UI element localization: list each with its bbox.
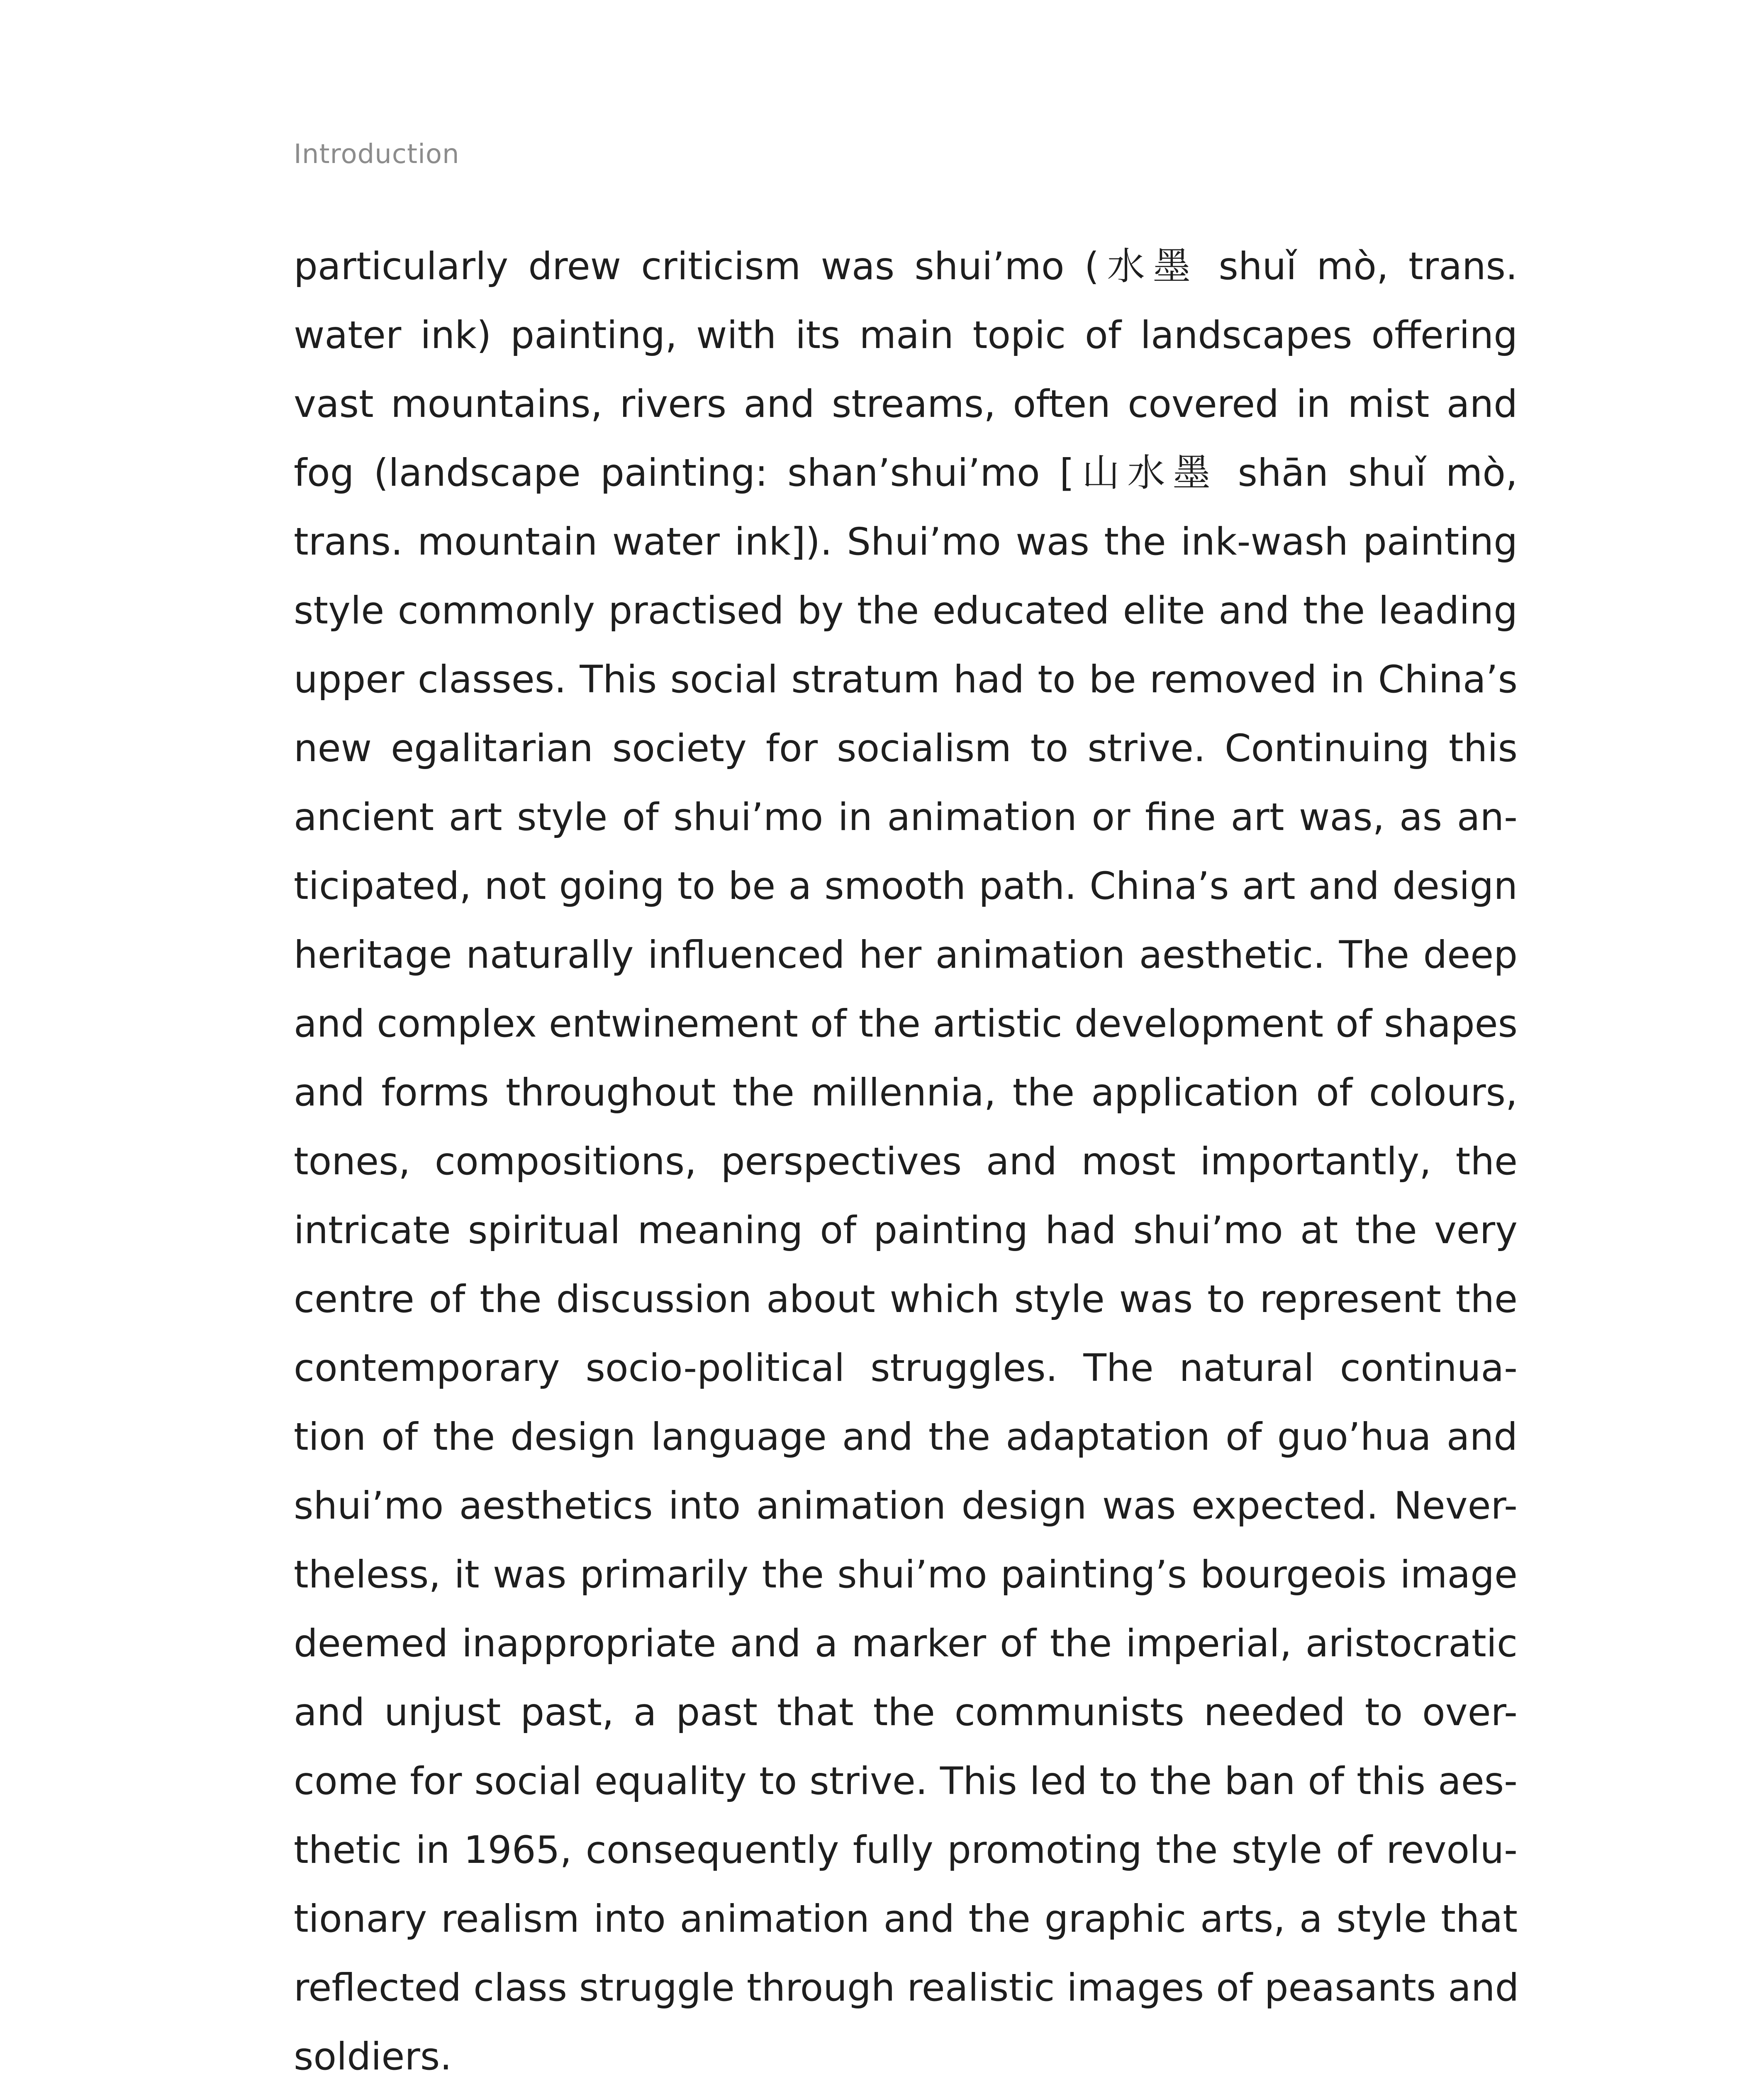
text-line: trans. mountain water ink]). Shui’mo was the ink-wash painting — [294, 520, 1518, 564]
text-line: tionary realism into animation and the graphic arts, a style that — [294, 1897, 1518, 1941]
text-line: tion of the design language and the adaptation of guo’hua and — [294, 1415, 1518, 1459]
text-line: ticipated, not going to be a smooth path. China’s art and design — [294, 864, 1518, 908]
text-line: shui’mo aesthetics into animation design was expected. Never- — [294, 1484, 1518, 1528]
running-head: Introduction — [294, 139, 460, 170]
text-line: and unjust past, a past that the communists needed to over- — [294, 1691, 1518, 1734]
text-line: thetic in 1965, consequently fully promoting the style of revolu- — [294, 1828, 1518, 1872]
text-line: particularly drew criticism was shui’mo (水墨 shuǐ mò, trans. — [294, 245, 1518, 288]
text-line: water ink) painting, with its main topic of landscapes offering — [294, 314, 1518, 357]
text-line: ancient art style of shui’mo in animation or fine art was, as an- — [294, 796, 1518, 839]
text-line: centre of the discussion about which style was to represent the — [294, 1278, 1518, 1321]
text-line: reflected class struggle through realistic images of peasants and — [294, 1966, 1519, 2010]
text-line: deemed inappropriate and a marker of the imperial, aristocratic — [294, 1622, 1518, 1665]
text-line: intricate spiritual meaning of painting had shui’mo at the very — [294, 1209, 1518, 1252]
body-paragraph — [294, 232, 1518, 2074]
text-line: tones, compositions, perspectives and most importantly, the — [294, 1140, 1518, 1183]
text-line: style commonly practised by the educated elite and the leading — [294, 589, 1518, 633]
text-line: upper classes. This social stratum had to be removed in China’s — [294, 658, 1518, 701]
text-line: and complex entwinement of the artistic development of shapes — [294, 1002, 1518, 1046]
text-line: theless, it was primarily the shui’mo painting’s bourgeois image — [294, 1553, 1518, 1597]
text-line: soldiers. — [294, 2035, 452, 2074]
text-line: new egalitarian society for socialism to strive. Continuing this — [294, 727, 1518, 770]
text-line: fog (landscape painting: shan’shui’mo [山水墨 shān shuǐ mò, — [294, 451, 1518, 495]
text-line: and forms throughout the millennia, the application of colours, — [294, 1071, 1518, 1115]
text-line: contemporary socio-political struggles. The natural continua- — [294, 1346, 1518, 1390]
text-line: heritage naturally influenced her animation aesthetic. The deep — [294, 933, 1518, 977]
text-line: come for social equality to strive. This led to the ban of this aes- — [294, 1760, 1518, 1803]
text-line: vast mountains, rivers and streams, often covered in mist and — [294, 382, 1518, 426]
